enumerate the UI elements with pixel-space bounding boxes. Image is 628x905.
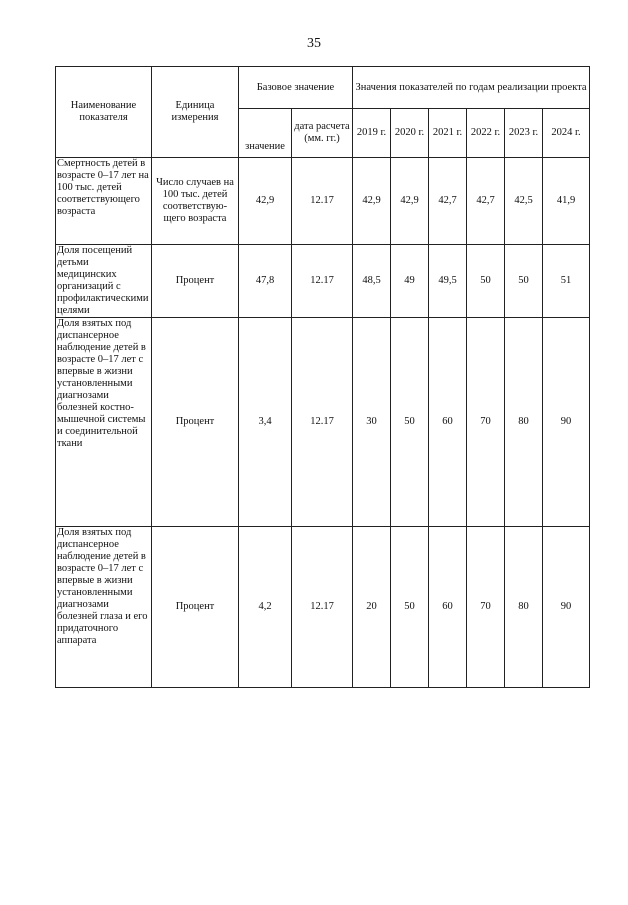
row-value-2022: 50 bbox=[467, 245, 505, 318]
row-value-2019: 42,9 bbox=[353, 158, 391, 245]
row-name: Смертность детей в возрасте 0–17 лет на 100 тыс. детей соответствующего возраста bbox=[56, 158, 152, 245]
row-value-2022: 70 bbox=[467, 527, 505, 688]
header-name: Наименование показателя bbox=[56, 67, 152, 158]
header-year-2022: 2022 г. bbox=[467, 109, 505, 158]
row-value-2023: 42,5 bbox=[505, 158, 543, 245]
row-unit: Процент bbox=[152, 527, 239, 688]
header-base: Базовое значение bbox=[239, 67, 353, 109]
row-value-2024: 41,9 bbox=[543, 158, 590, 245]
header-year-2021: 2021 г. bbox=[429, 109, 467, 158]
header-years-group: Значения показателей по годам реализации проекта bbox=[353, 67, 590, 109]
row-value-2020: 50 bbox=[391, 527, 429, 688]
row-name: Доля взятых под диспансерное наблюдение детей в возрасте 0–17 лет с впервые в жизни установленными диагнозами болезней глаза и его придаточного аппарата bbox=[56, 527, 152, 688]
row-value-2021: 60 bbox=[429, 318, 467, 527]
row-date: 12.17 bbox=[292, 245, 353, 318]
row-value-2023: 80 bbox=[505, 527, 543, 688]
row-value-2020: 42,9 bbox=[391, 158, 429, 245]
row-value-2022: 70 bbox=[467, 318, 505, 527]
header-year-2023: 2023 г. bbox=[505, 109, 543, 158]
header-year-2024: 2024 г. bbox=[543, 109, 590, 158]
table-row bbox=[56, 318, 590, 527]
row-unit: Процент bbox=[152, 318, 239, 527]
page-number: 35 bbox=[307, 36, 321, 51]
row-value-2021: 42,7 bbox=[429, 158, 467, 245]
row-value-2024: 90 bbox=[543, 318, 590, 527]
table-row bbox=[56, 245, 590, 318]
header-unit: Единица измерения bbox=[152, 67, 239, 158]
row-name: Доля взятых под диспансерное наблюдение детей в возрасте 0–17 лет с впервые в жизни установленными диагнозами болезней костно-мышечной системы и соединительной ткани bbox=[56, 318, 152, 527]
row-value-2019: 20 bbox=[353, 527, 391, 688]
row-value-2023: 50 bbox=[505, 245, 543, 318]
row-value-2021: 60 bbox=[429, 527, 467, 688]
row-value-2024: 90 bbox=[543, 527, 590, 688]
table-row bbox=[56, 527, 590, 688]
row-value-2024: 51 bbox=[543, 245, 590, 318]
row-value-2020: 50 bbox=[391, 318, 429, 527]
row-unit: Процент bbox=[152, 245, 239, 318]
row-date: 12.17 bbox=[292, 527, 353, 688]
row-name: Доля посещений детьми медицинских организаций с профилактическими целями bbox=[56, 245, 152, 318]
row-base-value: 3,4 bbox=[239, 318, 292, 527]
row-base-value: 4,2 bbox=[239, 527, 292, 688]
row-value-2023: 80 bbox=[505, 318, 543, 527]
table-row bbox=[56, 158, 590, 245]
header-year-2020: 2020 г. bbox=[391, 109, 429, 158]
row-base-value: 42,9 bbox=[239, 158, 292, 245]
row-date: 12.17 bbox=[292, 158, 353, 245]
row-base-value: 47,8 bbox=[239, 245, 292, 318]
row-value-2019: 30 bbox=[353, 318, 391, 527]
header-base-value: значение bbox=[239, 109, 292, 158]
row-date: 12.17 bbox=[292, 318, 353, 527]
header-year-2019: 2019 г. bbox=[353, 109, 391, 158]
row-value-2019: 48,5 bbox=[353, 245, 391, 318]
row-value-2020: 49 bbox=[391, 245, 429, 318]
row-value-2021: 49,5 bbox=[429, 245, 467, 318]
indicators-table bbox=[55, 66, 590, 688]
header-calc-date: дата расчета (мм. гг.) bbox=[292, 109, 353, 158]
row-value-2022: 42,7 bbox=[467, 158, 505, 245]
row-unit: Число случаев на 100 тыс. детей соответствую-щего возраста bbox=[152, 158, 239, 245]
